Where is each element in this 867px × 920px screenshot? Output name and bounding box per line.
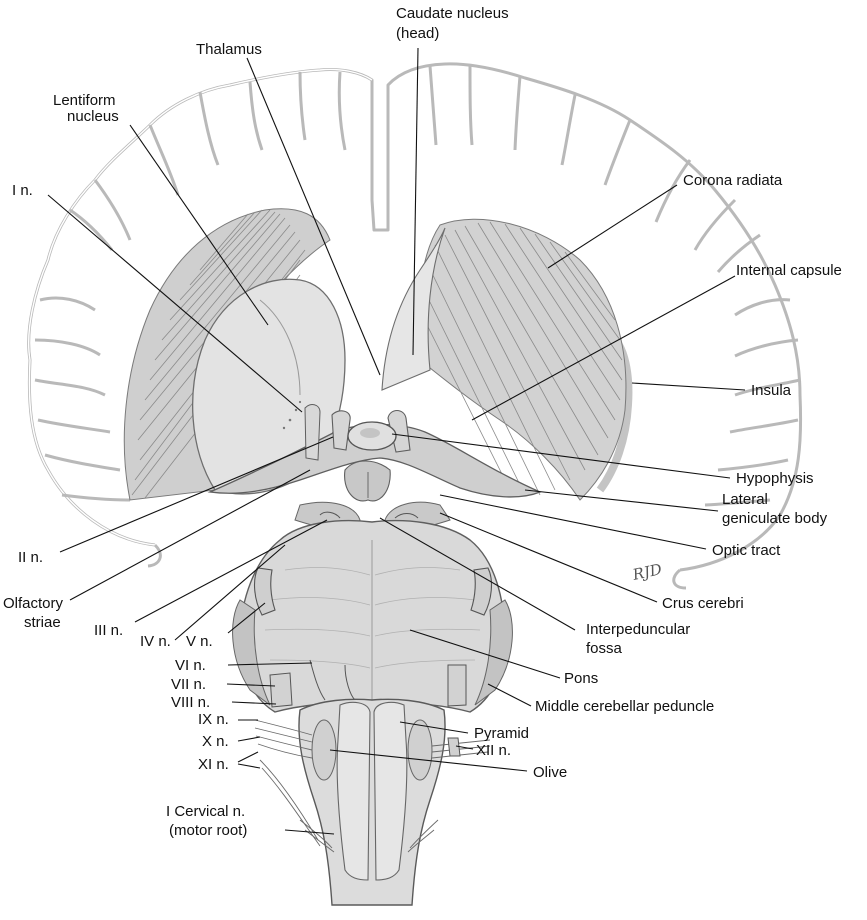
label-hypophysis (736, 470, 814, 487)
label-line: Internal capsule (736, 262, 842, 279)
artist-signature (630, 560, 663, 584)
label-line: Thalamus (196, 41, 262, 58)
label-middle-cerebellar-peduncle (535, 698, 714, 715)
label-pons (564, 670, 598, 687)
label-olive (533, 764, 567, 781)
label-line: I Cervical n. (166, 803, 246, 820)
label-glossopharyngeal-n (198, 711, 229, 728)
label-line: V n. (186, 633, 213, 650)
label-lateral-geniculate-body (722, 491, 828, 527)
label-olfactory-striae (3, 595, 64, 631)
label-accessory-n (198, 756, 229, 773)
label-facial-n (171, 676, 206, 693)
label-line: Middle cerebellar peduncle (535, 698, 715, 715)
label-line: Caudate nucleus (396, 5, 509, 22)
hypophysis (348, 422, 396, 450)
label-line: (motor root) (169, 822, 248, 839)
label-optic-tract (712, 542, 781, 559)
label-line: (head) (396, 25, 440, 42)
label-line: II n. (18, 549, 44, 566)
label-caudate-nucleus (396, 5, 509, 42)
label-line: Olive (533, 764, 568, 781)
label-olfactory-n (12, 182, 33, 199)
label-trigeminal-n (186, 633, 213, 650)
label-pyramid (474, 725, 529, 742)
label-line: III n. (94, 622, 124, 639)
label-line: VIII n. (171, 694, 211, 711)
svg-text:RJD: RJD (631, 560, 664, 584)
label-line: Optic tract (712, 542, 781, 559)
label-line: XII n. (476, 742, 512, 759)
label-optic-n (18, 549, 43, 566)
label-line: IV n. (140, 633, 171, 650)
label-line: VII n. (171, 676, 207, 693)
label-lentiform-nucleus (53, 92, 119, 125)
label-abducens-n (175, 657, 206, 674)
label-line: IX n. (198, 711, 229, 728)
label-vagus-n (202, 733, 229, 750)
hypoglossal-nerve-stump (448, 738, 460, 756)
label-hypoglossal-n (476, 742, 511, 759)
label-line: Pyramid (474, 725, 530, 742)
label-interpeduncular-fossa (586, 621, 690, 657)
label-line: fossa (586, 640, 622, 657)
label-line: Pons (564, 670, 599, 687)
label-line: Hypophysis (736, 470, 814, 487)
label-crus-cerebri (662, 595, 744, 612)
label-line: I n. (12, 182, 33, 199)
label-line: Interpeduncular (586, 621, 691, 638)
label-thalamus (196, 41, 262, 58)
label-line: Insula (751, 382, 792, 399)
label-line: Corona radiata (683, 172, 783, 189)
label-line: Olfactory (3, 595, 64, 612)
label-line: geniculate body (722, 510, 828, 527)
label-line: XI n. (198, 756, 229, 773)
label-trochlear-n (140, 633, 171, 650)
label-corona-radiata (683, 172, 783, 189)
label-vestibulocochlear-n (171, 694, 210, 711)
label-line: nucleus (67, 108, 119, 125)
label-insula (751, 382, 792, 399)
label-line: striae (24, 614, 61, 631)
mammillary-bodies (345, 461, 391, 501)
label-line: Crus cerebri (662, 595, 744, 612)
label-line: Lateral (722, 491, 768, 508)
label-line: X n. (202, 733, 229, 750)
label-oculomotor-n (94, 622, 123, 639)
label-internal-capsule (736, 262, 842, 279)
label-line: Lentiform (53, 92, 116, 109)
label-first-cervical-n (166, 803, 247, 839)
label-line: VI n. (175, 657, 206, 674)
